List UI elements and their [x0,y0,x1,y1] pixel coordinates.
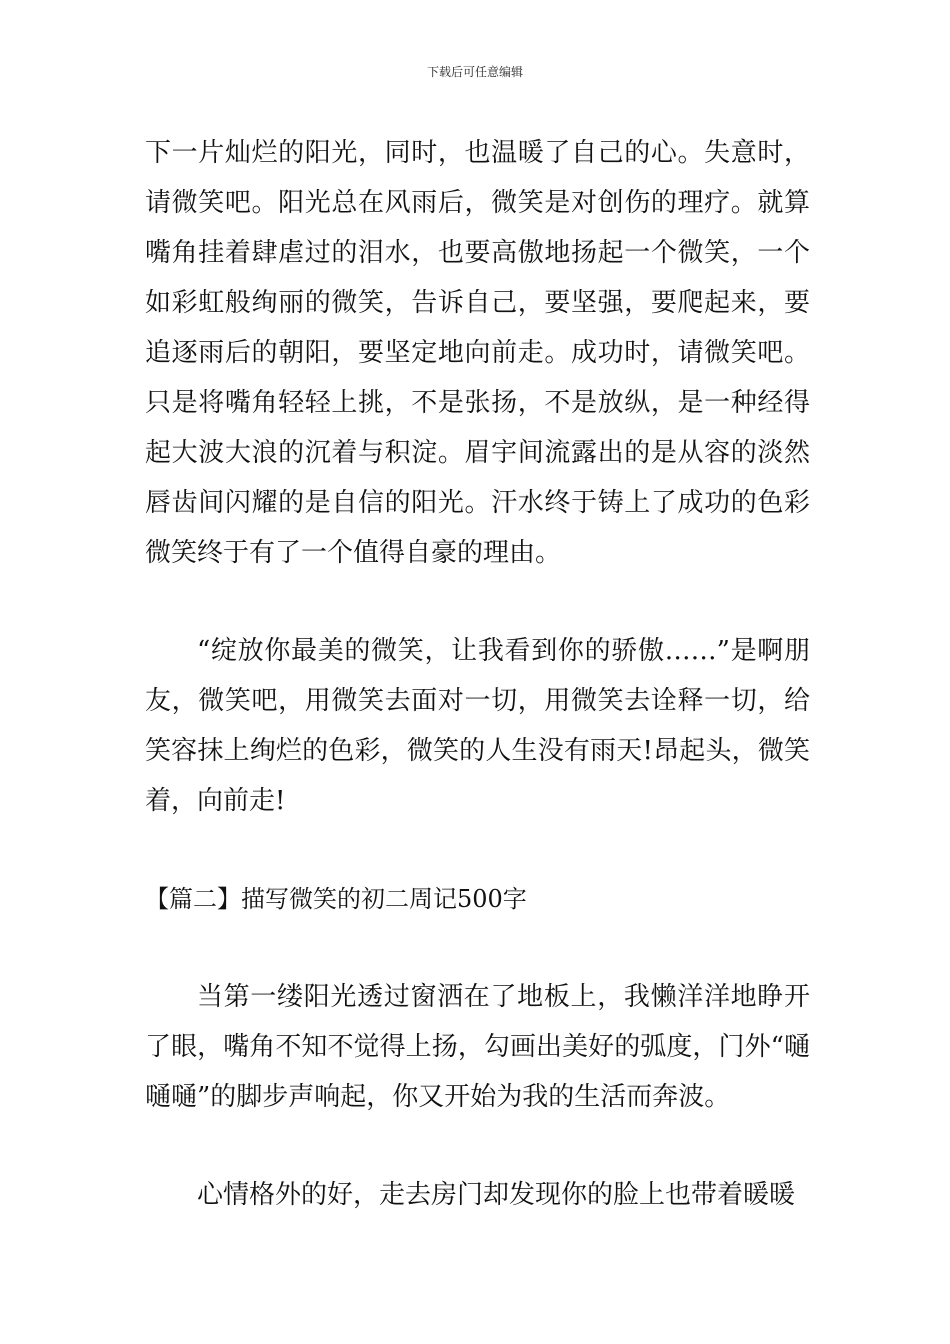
paragraph-continuation: 下一片灿烂的阳光，同时，也温暖了自己的心。失意时，请微笑吧。阳光总在风雨后，微笑是对创伤的理疗。就算嘴角挂着肆虐过的泪水，也要高傲地扬起一个微笑，一个如彩虹般绚丽的微笑，告诉自己，要坚强，要爬起来，要追逐雨后的朝阳，要坚定地向前走。成功时，请微笑吧。只是将嘴角轻轻上挑，不是张扬，不是放纵，是一种经得起大波大浪的沉着与积淀。眉宇间流露出的是从容的淡然唇齿间闪耀的是自信的阳光。汗水终于铸上了成功的色彩微笑终于有了一个值得自豪的理由。 [145,138,810,568]
paragraph-mood: 心情格外的好，走去房门却发现你的脸上也带着暖暖 [197,1180,796,1210]
paragraph-morning: 当第一缕阳光透过窗洒在了地板上，我懒洋洋地睁开了眼，嘴角不知不觉得上扬，勾画出美好的弧度，门外“嗵嗵嗵”的脚步声响起，你又开始为我的生活而奔波。 [145,982,810,1112]
document-body [145,128,810,1220]
paragraph-quote: “绽放你最美的微笑，让我看到你的骄傲……”是啊朋友，微笑吧，用微笑去面对一切，用微笑去诠释一切，给笑容抹上绚烂的色彩，微笑的人生没有雨天!昂起头，微笑着，向前走! [145,636,810,816]
section-heading: 【篇二】描写微笑的初二周记500字 [145,885,527,913]
page-header: 下载后可任意编辑 [426,65,523,79]
